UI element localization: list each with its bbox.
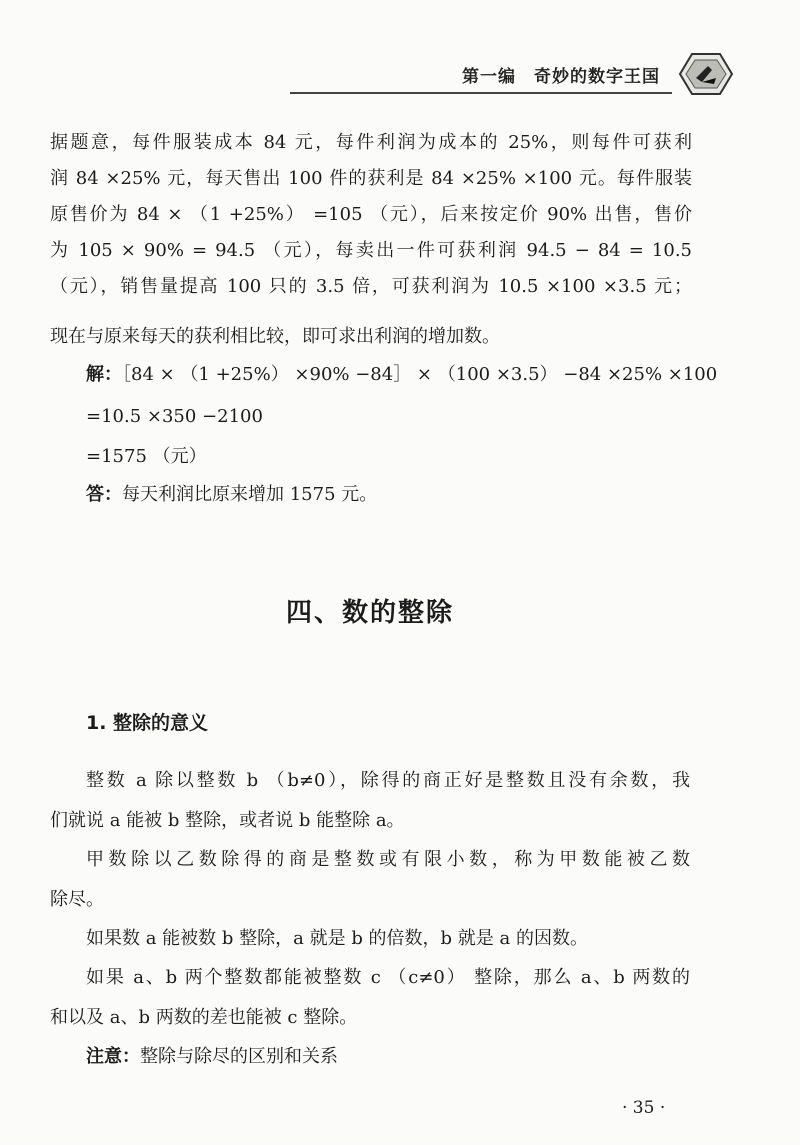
page-number: · 35 ·: [622, 1098, 666, 1118]
text-line: 原售价为 84 × （1 +25%） =105 （元），后来按定价 90% 出售，售价: [50, 204, 692, 225]
text-line: 据题意，每件服装成本 84 元，每件利润为成本的 25%，则每件可获利: [50, 132, 692, 153]
text-line: 现在与原来每天的获利相比较，即可求出利润的增加数。: [50, 326, 500, 347]
subsection-title: 1. 整除的意义: [86, 712, 209, 734]
text-line: 为 105 × 90% = 94.5 （元），每卖出一件可获利润 94.5 − 84 = 10.5: [50, 240, 692, 261]
text-line: 甲数除以乙数除得的商是整数或有限小数，称为甲数能被乙数: [86, 849, 690, 870]
text-line: 如果数 a 能被数 b 整除，a 就是 b 的倍数，b 就是 a 的因数。: [86, 928, 588, 949]
solution-line: [86, 360, 786, 390]
section-title: 四、数的整除: [285, 598, 454, 628]
text-line: 们就说 a 能被 b 整除，或者说 b 能整除 a。: [50, 810, 405, 831]
text-line: 如果 a、b 两个整数都能被整数 c （c≠0） 整除，那么 a、b 两数的: [86, 967, 690, 988]
text-line: 整数 a 除以整数 b （b≠0），除得的商正好是整数且没有余数，我: [86, 770, 690, 791]
header-rule: [290, 92, 672, 94]
answer-label: 答：: [86, 484, 122, 505]
solution-expression: ［84 × （1 +25%） ×90% −84］ × （100 ×3.5） −84 ×25% ×100: [122, 364, 718, 385]
solution-label: 解：: [86, 364, 122, 385]
running-header: 第一编 奇妙的数字王国: [462, 67, 660, 87]
note-label: 注意：: [86, 1046, 140, 1067]
note-text: 整除与除尽的区别和关系: [140, 1046, 338, 1067]
text-line: （元），销售量提高 100 只的 3.5 倍，可获利润为 10.5 ×100 ×3.5 元；: [50, 276, 692, 297]
note-line: [86, 1042, 786, 1072]
book-logo-icon: [672, 48, 736, 100]
solution-result: =1575 （元）: [86, 446, 207, 467]
text-line: 和以及 a、b 两数的差也能被 c 整除。: [50, 1007, 358, 1028]
text-line: 润 84 ×25% 元，每天售出 100 件的获利是 84 ×25% ×100 元。每件服装: [50, 168, 692, 189]
answer-line: [86, 480, 786, 510]
solution-step: =10.5 ×350 −2100: [86, 406, 263, 427]
answer-text: 每天利润比原来增加 1575 元。: [122, 484, 378, 505]
text-line: 除尽。: [50, 889, 104, 910]
